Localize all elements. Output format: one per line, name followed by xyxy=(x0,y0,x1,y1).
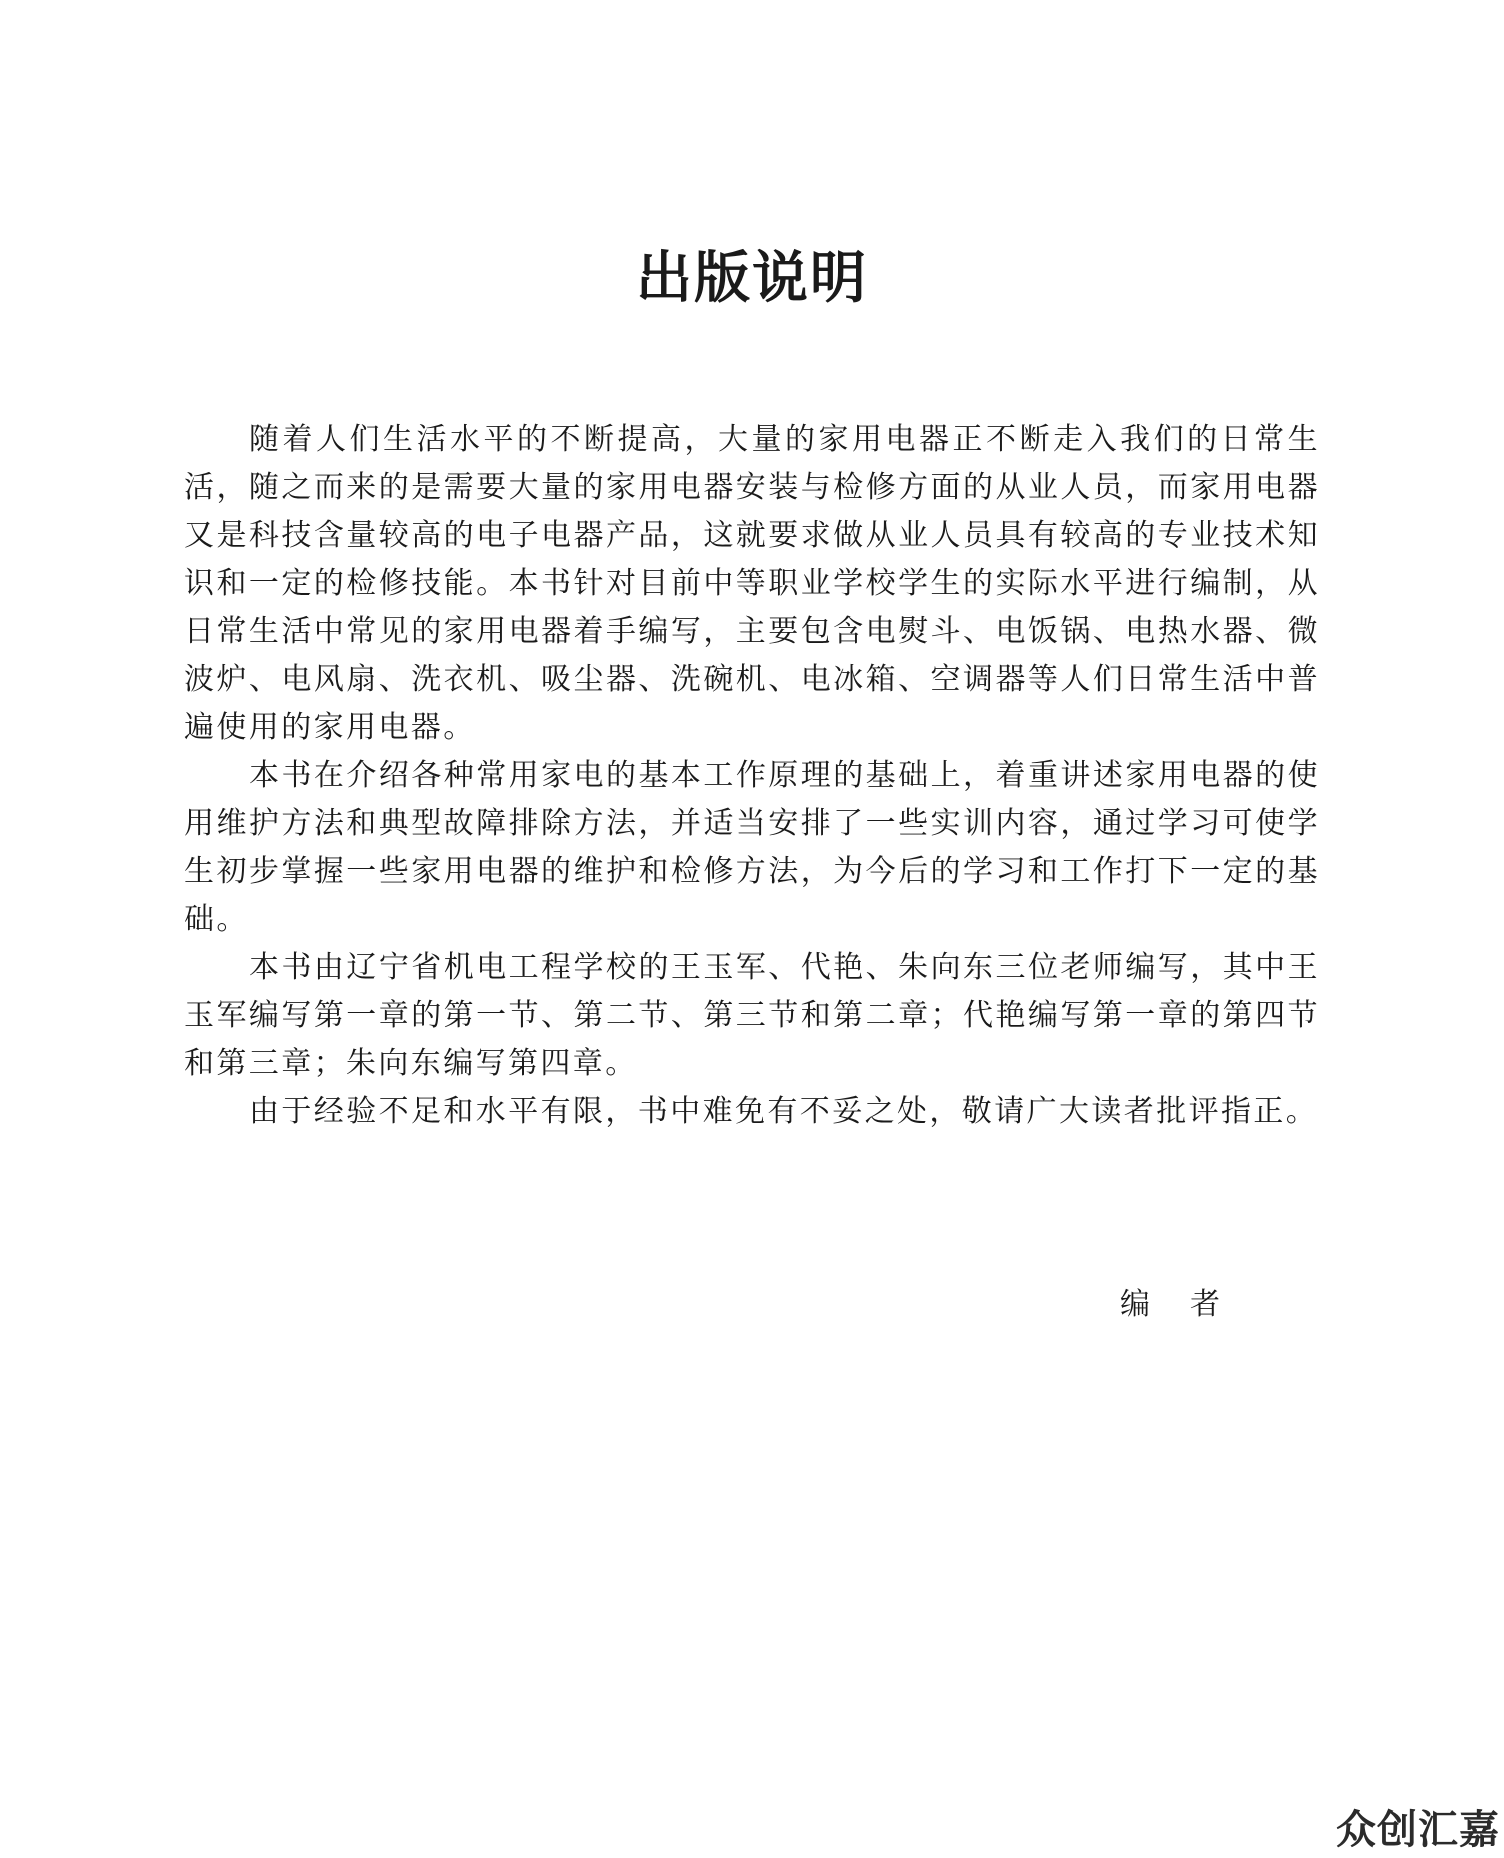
paragraph-4: 由于经验不足和水平有限，书中难免有不妥之处，敬请广大读者批评指正。 xyxy=(249,1094,1319,1129)
paragraph-2: 本书在介绍各种常用家电的基本工作原理的基础上，着重讲述家用电器的使用维护方法和典型故障排除方法，并适当安排了一些实训内容，通过学习可使学生初步掌握一些家用电器的维护和检修方法，为今后的学习和工作打下一定的基础。 xyxy=(184,758,1320,937)
paragraph-3: 本书由辽宁省机电工程学校的王玉军、代艳、朱向东三位老师编写，其中王玉军编写第一章的第一节、第二节、第三节和第二章；代艳编写第一章的第四节和第三章；朱向东编写第四章。 xyxy=(184,950,1320,1081)
body-text xyxy=(184,416,1320,1136)
page-title: 出版说明 xyxy=(636,245,868,311)
watermark-logo: 众创汇嘉 xyxy=(1336,1807,1500,1853)
paragraph-1: 随着人们生活水平的不断提高，大量的家用电器正不断走入我们的日常生活，随之而来的是需要大量的家用电器安装与检修方面的从业人员，而家用电器又是科技含量较高的电子电器产品，这就要求做从业人员具有较高的专业技术知识和一定的检修技能。本书针对目前中等职业学校学生的实际水平进行编制，从日常生活中常见的家用电器着手编写，主要包含电熨斗、电饭锅、电热水器、微波炉、电风扇、洗衣机、吸尘器、洗碗机、电冰箱、空调器等人们日常生活中普遍使用的家用电器。 xyxy=(184,422,1320,745)
author-signature: 编者 xyxy=(1120,1287,1260,1322)
